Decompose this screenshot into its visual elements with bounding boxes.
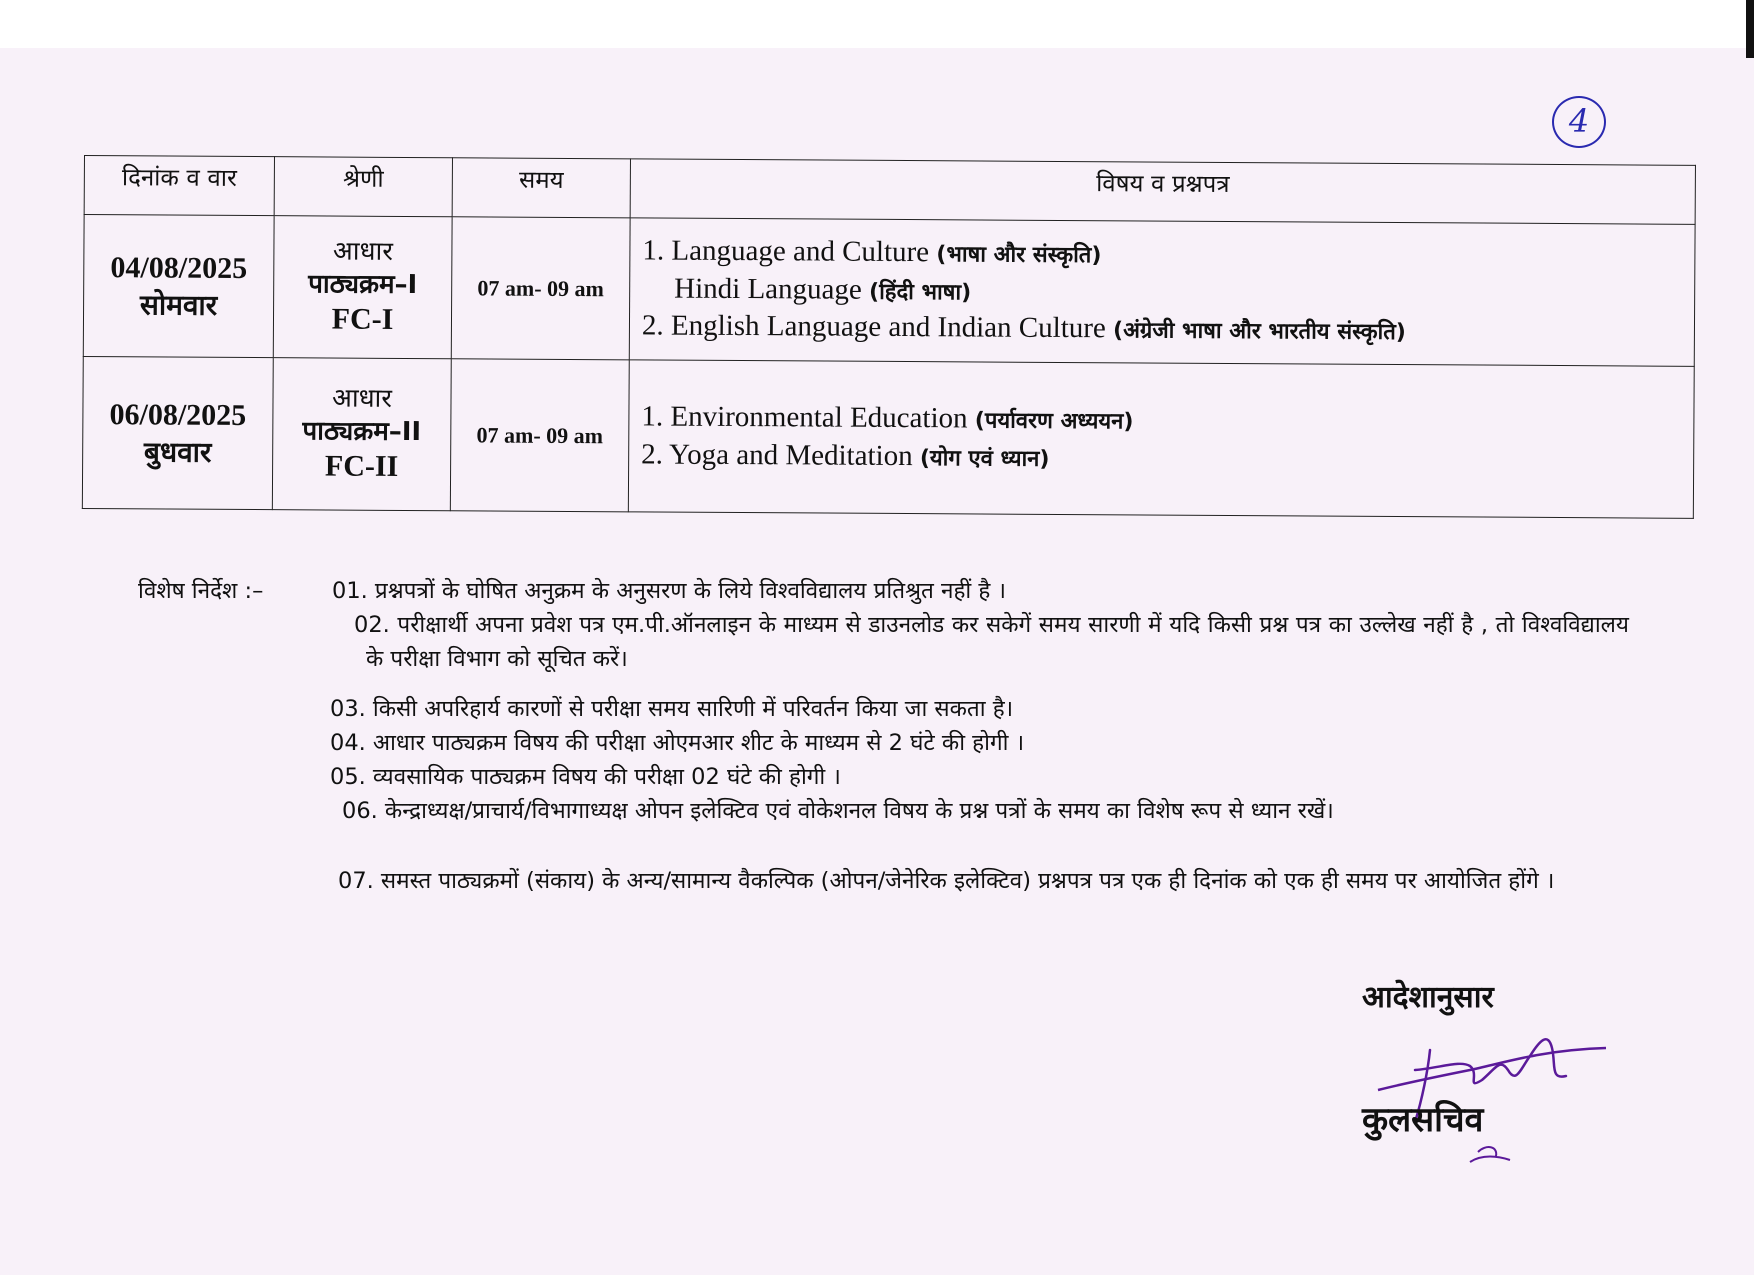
registrar-designation: कुलसचिव xyxy=(1362,1100,1484,1140)
exam-date: 06/08/2025 xyxy=(109,398,247,433)
class-line1: आधार xyxy=(332,236,393,268)
class-code: FC-II xyxy=(324,449,399,484)
subject-line xyxy=(642,308,1693,352)
subject-line xyxy=(642,232,1693,276)
subject-hi: (हिंदी भाषा) xyxy=(868,279,972,306)
subject-en: 1. Environmental Education xyxy=(641,400,975,435)
class-line2: पाठ्यक्रम–I xyxy=(308,269,418,300)
time-cell: 07 am- 09 am xyxy=(450,359,629,512)
signature-mark xyxy=(1370,1010,1610,1170)
instruction-item: 03. किसी अपरिहार्य कारणों से परीक्षा समय सारिणी में परिवर्तन किया जा सकता है। xyxy=(330,696,1014,722)
subject-line xyxy=(642,270,1693,314)
instruction-item: 05. व्यवसायिक पाठ्यक्रम विषय की परीक्षा 02 घंटे की होगी । xyxy=(330,764,841,790)
instruction-item: 01. प्रश्नपत्रों के घोषित अनुक्रम के अनुसरण के लिये विश्वविद्यालय प्रतिश्रुत नहीं है । xyxy=(332,578,1007,604)
instruction-text: 07. समस्त पाठ्यक्रमों (संकाय) के अन्य/सामान्य वैकल्पिक (ओपन/जेनेरिक इलेक्टिव) प्रश्नपत्र पत्र एक ही दिनांक को एक ही समय पर आयोजित होंगे । xyxy=(338,868,1555,894)
date-cell xyxy=(82,356,273,509)
header-subject-paper: विषय व प्रश्नपत्र xyxy=(630,159,1695,225)
subject-line xyxy=(641,436,1692,480)
instruction-text: 02. परीक्षार्थी अपना प्रवेश पत्र एम.पी.ऑनलाइन के माध्यम से डाउनलोड कर सकेगें समय सारणी में यदि किसी प्रश्न पत्र का उल्लेख नहीं है , तो विश्वविद्यालय के परीक्षा विभाग को सूचित करें। xyxy=(354,612,1629,672)
table-row xyxy=(82,356,1694,518)
exam-day: सोमवार xyxy=(139,288,218,322)
subject-en: 1. Language and Culture xyxy=(642,234,937,269)
class-cell xyxy=(272,358,451,511)
page-number: 4 xyxy=(1552,96,1606,148)
class-line2: पाठ्यक्रम–II xyxy=(302,416,422,447)
instructions-label: विशेष निर्देश :– xyxy=(138,578,264,604)
subject-hi: (भाषा और संस्कृति) xyxy=(936,242,1102,269)
instruction-item xyxy=(354,609,1629,677)
subject-line xyxy=(641,398,1692,442)
table-header-row xyxy=(84,156,1695,225)
table-row xyxy=(83,215,1695,367)
subjects-cell xyxy=(629,218,1695,367)
subject-en: Hindi Language xyxy=(674,272,870,306)
exam-schedule-table xyxy=(82,155,1696,519)
header-class: श्रेणी xyxy=(274,157,452,217)
date-cell xyxy=(83,215,274,358)
subject-hi: (अंग्रेजी भाषा और भारतीय संस्कृति) xyxy=(1113,318,1406,346)
exam-date: 04/08/2025 xyxy=(110,251,248,286)
subject-hi: (योग एवं ध्यान) xyxy=(919,445,1050,472)
subjects-cell xyxy=(628,360,1694,519)
time-cell: 07 am- 09 am xyxy=(451,217,630,360)
exam-day: बुधवार xyxy=(143,435,212,469)
scan-top-margin xyxy=(0,0,1754,48)
instruction-item xyxy=(338,865,1628,899)
subject-hi: (पर्यावरण अध्ययन) xyxy=(974,408,1134,435)
subject-en: 2. Yoga and Meditation xyxy=(641,437,920,472)
instruction-item: 04. आधार पाठ्यक्रम विषय की परीक्षा ओएमआर शीट के माध्यम से 2 घंटे की होगी । xyxy=(330,730,1025,756)
class-cell xyxy=(273,216,452,359)
scan-edge-mark xyxy=(1746,0,1754,58)
class-code: FC-I xyxy=(331,302,394,337)
instruction-item xyxy=(342,795,1632,829)
subject-en: 2. English Language and Indian Culture xyxy=(641,309,1114,345)
header-date-day: दिनांक व वार xyxy=(84,156,274,216)
instruction-text: 06. केन्द्राध्यक्ष/प्राचार्य/विभागाध्यक्ष ओपन इलेक्टिव एवं वोकेशनल विषय के प्रश्न पत्रों के समय का विशेष रूप से ध्यान रखें। xyxy=(342,798,1334,824)
class-line1: आधार xyxy=(331,383,393,415)
by-order-text: आदेशानुसार xyxy=(1362,980,1494,1015)
header-time: समय xyxy=(452,158,630,218)
